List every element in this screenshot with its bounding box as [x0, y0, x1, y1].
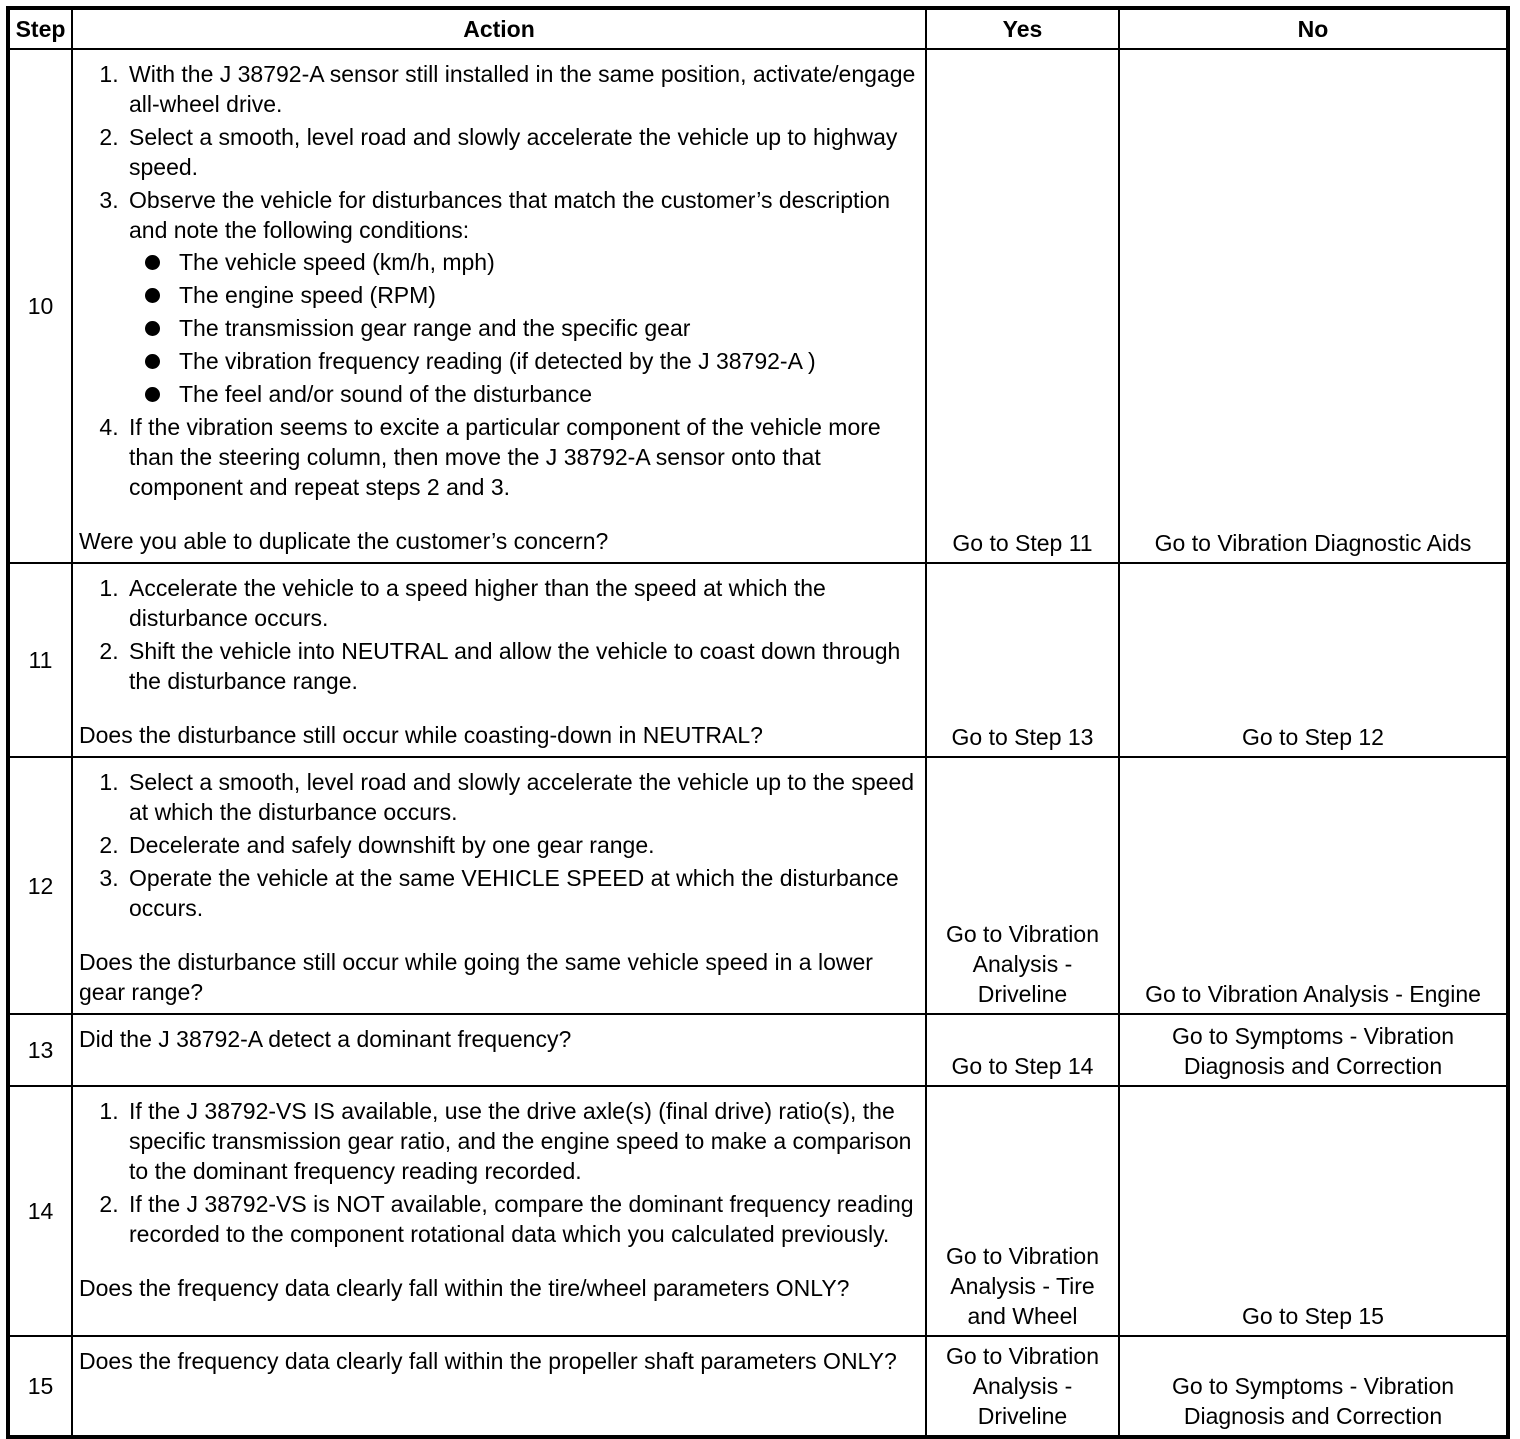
step-number: 13: [8, 1014, 72, 1086]
table-row: [8, 49, 1508, 563]
step-number: 10: [8, 49, 72, 563]
yes-result: Go to Vibration Analysis - Driveline: [926, 1336, 1119, 1437]
table-row: [8, 563, 1508, 757]
action-cell: [72, 1014, 926, 1086]
action-steps: [79, 767, 921, 923]
action-steps: [79, 573, 921, 696]
action-step: 2. Shift the vehicle into NEUTRAL and allow the vehicle to coast down through the disturbance range.: [125, 636, 921, 696]
action-cell: [72, 49, 926, 563]
step-number: 12: [8, 757, 72, 1014]
header-yes: Yes: [926, 8, 1119, 49]
action-step: 3. Operate the vehicle at the same VEHICLE SPEED at which the disturbance occurs.: [125, 863, 921, 923]
condition-list: [129, 247, 921, 409]
action-cell: [72, 1086, 926, 1336]
action-cell: [72, 563, 926, 757]
action-steps: [79, 1096, 921, 1249]
action-question: Does the disturbance still occur while coasting-down in NEUTRAL?: [79, 722, 763, 748]
action-step: [125, 185, 921, 409]
action-question: Does the disturbance still occur while going the same vehicle speed in a lower gear range?: [79, 949, 873, 1005]
step-number: 11: [8, 563, 72, 757]
header-row: [8, 8, 1508, 49]
table-body: [8, 49, 1508, 1437]
table-row: [8, 1014, 1508, 1086]
no-result: Go to Step 12: [1119, 563, 1508, 757]
step-number: 14: [8, 1086, 72, 1336]
yes-result: Go to Step 14: [926, 1014, 1119, 1086]
action-step: 1. Accelerate the vehicle to a speed higher than the speed at which the disturbance occurs.: [125, 573, 921, 633]
action-step: 1. Select a smooth, level road and slowly accelerate the vehicle up to the speed at which the disturbance occurs.: [125, 767, 921, 827]
action-question: Did the J 38792-A detect a dominant frequency?: [79, 1026, 572, 1052]
action-step: 1. With the J 38792-A sensor still installed in the same position, activate/engage all-wheel drive.: [125, 59, 921, 119]
condition-item: The vehicle speed (km/h, mph): [175, 247, 921, 277]
no-result: Go to Vibration Diagnostic Aids: [1119, 49, 1508, 563]
header-step: Step: [8, 8, 72, 49]
action-step: 4. If the vibration seems to excite a particular component of the vehicle more than the steering column, then move the J 38792-A sensor onto that component and repeat steps 2 and 3.: [125, 412, 921, 502]
table-row: [8, 1336, 1508, 1437]
action-question: Were you able to duplicate the customer’s concern?: [79, 528, 609, 554]
action-step: 2. Select a smooth, level road and slowly accelerate the vehicle up to highway speed.: [125, 122, 921, 182]
action-step: 1. If the J 38792-VS IS available, use the drive axle(s) (final drive) ratio(s), the specific transmission gear ratio, and the engine speed to make a comparison to the dominant frequency reading recorded.: [125, 1096, 921, 1186]
step-number: 15: [8, 1336, 72, 1437]
yes-result: Go to Vibration Analysis - Driveline: [926, 757, 1119, 1014]
action-step: 2. If the J 38792-VS is NOT available, compare the dominant frequency reading recorded to the component rotational data which you calculated previously.: [125, 1189, 921, 1249]
table-row: [8, 757, 1508, 1014]
condition-item: The feel and/or sound of the disturbance: [175, 379, 921, 409]
action-cell: [72, 1336, 926, 1437]
action-question: Does the frequency data clearly fall within the propeller shaft parameters ONLY?: [79, 1348, 897, 1374]
no-result: Go to Step 15: [1119, 1086, 1508, 1336]
action-step: 2. Decelerate and safely downshift by one gear range.: [125, 830, 921, 860]
diagnostic-table: [6, 6, 1510, 1439]
action-question: Does the frequency data clearly fall within the tire/wheel parameters ONLY?: [79, 1275, 850, 1301]
yes-result: Go to Step 11: [926, 49, 1119, 563]
condition-item: The vibration frequency reading (if detected by the J 38792-A ): [175, 346, 921, 376]
action-cell: [72, 757, 926, 1014]
table-row: [8, 1086, 1508, 1336]
yes-result: Go to Step 13: [926, 563, 1119, 757]
no-result: Go to Symptoms - Vibration Diagnosis and Correction: [1119, 1336, 1508, 1437]
no-result: Go to Symptoms - Vibration Diagnosis and Correction: [1119, 1014, 1508, 1086]
condition-item: The engine speed (RPM): [175, 280, 921, 310]
action-steps: [79, 59, 921, 502]
action-step-text: Observe the vehicle for disturbances that match the customer’s description and note the following conditions:: [129, 187, 891, 243]
condition-item: The transmission gear range and the specific gear: [175, 313, 921, 343]
no-result: Go to Vibration Analysis - Engine: [1119, 757, 1508, 1014]
header-no: No: [1119, 8, 1508, 49]
header-action: Action: [72, 8, 926, 49]
yes-result: Go to Vibration Analysis - Tire and Wheel: [926, 1086, 1119, 1336]
